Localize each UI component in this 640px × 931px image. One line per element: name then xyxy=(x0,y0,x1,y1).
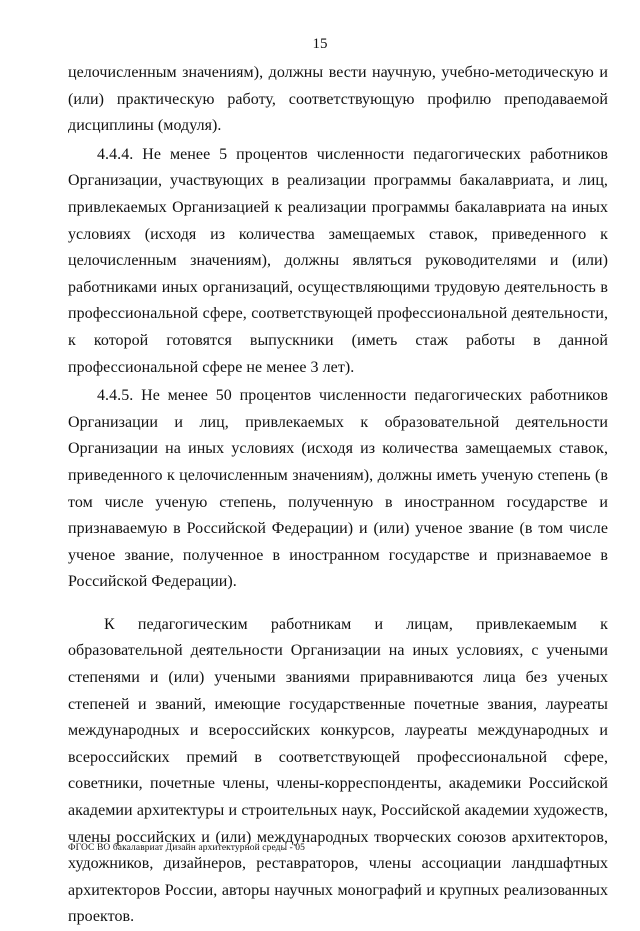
paragraph-continuation: целочисленным значениям), должны вести научную, учебно-методическую и (или) практическую работу, соответствующую профилю преподаваемой дисциплины (модуля). xyxy=(68,64,608,135)
document-body xyxy=(68,60,608,931)
paragraph-4-4-5: 4.4.5. Не менее 50 процентов численности педагогических работников Организации и лиц, привлекаемых к образовательной деятельности Организации на иных условиях (исходя из количества замещаемых ставок, приведенного к целочисленным значениям), должны иметь ученую степень (в том числе ученую степень, полученную в иностранном государстве и признаваемую в Российской Федерации) и (или) ученое звание (в том числе ученое звание, полученное в иностранном государстве и признаваемое в Российской Федерации). xyxy=(68,387,608,591)
document-footer: ФГОС ВО бакалавриат Дизайн архитектурной среды - 05 xyxy=(68,843,305,853)
paragraph-equivalence: К педагогическим работникам и лицам, привлекаемым к образовательной деятельности Организации на иных условиях, с учеными степенями и (или) учеными званиями приравниваются лица без ученых степеней и званий, имеющие государственные почетные звания, лауреаты международных и всероссийских конкурсов, лауреаты международных и всероссийских премий в соответствующей профессиональной сфере, советники, почетные члены, члены-корреспонденты, академики Российской академии архитектуры и строительных наук, Российской академии художеств, члены российских и (или) международных творческих союзов архитекторов, художников, дизайнеров, реставраторов, члены ассоциации ландшафтных архитекторов России, авторы научных монографий и крупных реализованных проектов. xyxy=(68,615,608,926)
page-number: 15 xyxy=(312,36,328,52)
paragraph-4-4-4: 4.4.4. Не менее 5 процентов численности педагогических работников Организации, участвующих в реализации программы бакалавриата, и лиц, привлекаемых Организацией к реализации программы бакалавриата на иных условиях (исходя из количества замещаемых ставок, приведенного к целочисленным значениям), должны являться руководителями и (или) работниками иных организаций, осуществляющими трудовую деятельность в профессиональной сфере, соответствующей профессиональной деятельности, к которой готовятся выпускники (иметь стаж работы в данной профессиональной сфере не менее 3 лет). xyxy=(68,145,608,376)
